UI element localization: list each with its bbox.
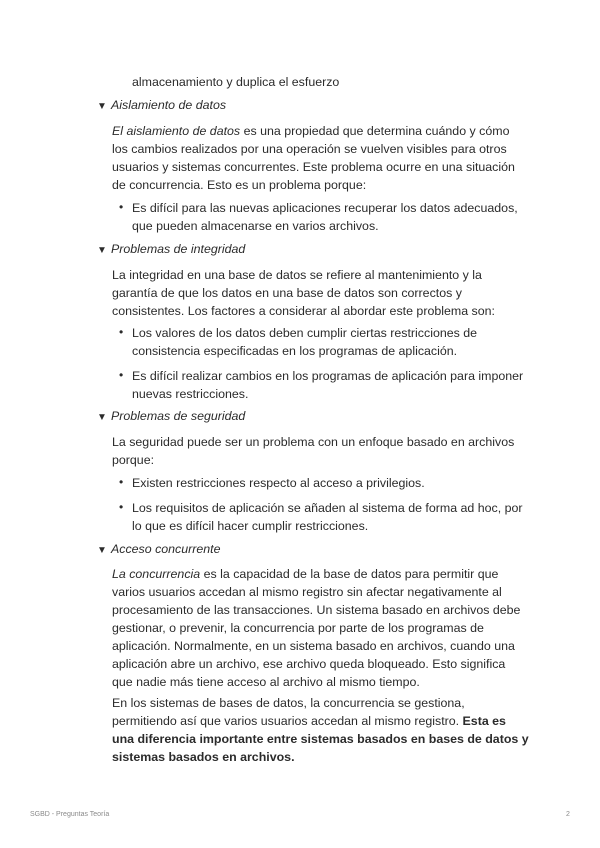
toggle-title: Aislamiento de datos: [111, 98, 227, 112]
triangle-down-icon: ▼: [97, 545, 107, 556]
bullet-dot-icon: •: [119, 200, 124, 214]
bullet-dot-icon: •: [119, 325, 124, 339]
paragraph-line: garantía de que los datos en una base de datos son correctos y: [112, 286, 462, 300]
text: es la capacidad de la base de datos para permitir que: [200, 567, 499, 581]
text: permitiendo así que varios usuarios accedan al mismo registro.: [112, 714, 463, 728]
paragraph-line: de concurrencia. Esto es un problema porque:: [112, 178, 367, 192]
list-item-line: Es difícil para las nuevas aplicaciones recuperar los datos adecuados,: [132, 201, 518, 215]
paragraph-line: los cambios realizados por una operación se vuelven visibles para otros: [112, 142, 507, 156]
toggle-title: Problemas de integridad: [111, 242, 246, 256]
list-item-line: Los valores de los datos deben cumplir ciertas restricciones de: [132, 326, 478, 340]
bullet-dot-icon: •: [119, 475, 124, 489]
list-item-line: lo que es difícil hacer cumplir restricciones.: [132, 519, 369, 533]
paragraph-line: una diferencia importante entre sistemas basados en bases de datos y: [112, 732, 529, 746]
continuation-line: almacenamiento y duplica el esfuerzo: [132, 75, 340, 89]
paragraph-line: sistemas basados en archivos.: [112, 750, 295, 764]
term: El aislamiento de datos: [112, 124, 241, 138]
paragraph-line: aplicación. Normalmente, en un sistema basado en archivos, cuando una: [112, 639, 515, 653]
paragraph-line: La integridad en una base de datos se refiere al mantenimiento y la: [112, 268, 482, 282]
paragraph-line: que nadie más tiene acceso al archivo al mismo tiempo.: [112, 675, 420, 689]
term: La concurrencia: [112, 567, 201, 581]
paragraph-line: varios usuarios accedan al mismo registro sin afectar negativamente al: [112, 585, 502, 599]
toggle-aislamiento[interactable]: [97, 98, 226, 112]
paragraph-line: [112, 712, 506, 730]
toggle-concurrente[interactable]: [97, 542, 221, 556]
page-number: 2: [566, 811, 570, 818]
paragraph-line: [112, 565, 498, 583]
triangle-down-icon: ▼: [97, 245, 107, 256]
paragraph-line: La seguridad puede ser un problema con un enfoque basado en archivos: [112, 435, 515, 449]
paragraph-line: aplicación abre un archivo, ese archivo queda bloqueado. Esto significa: [112, 657, 506, 671]
text: es una propiedad que determina cuándo y cómo: [240, 124, 510, 138]
list-item-line: Existen restricciones respecto al acceso a privilegios.: [132, 476, 425, 490]
bullet-dot-icon: •: [119, 368, 124, 382]
bullet-dot-icon: •: [119, 500, 124, 514]
toggle-title: Acceso concurrente: [111, 542, 221, 556]
paragraph-line: consistentes. Los factores a considerar al abordar este problema son:: [112, 304, 495, 318]
paragraph-line: porque:: [112, 453, 155, 467]
list-item-line: consistencia especificadas en los programas de aplicación.: [132, 344, 458, 358]
paragraph-line: procesamiento de las transacciones. Un sistema basado en archivos debe: [112, 603, 521, 617]
list-item-line: nuevas restricciones.: [132, 387, 249, 401]
triangle-down-icon: ▼: [97, 412, 107, 423]
triangle-down-icon: ▼: [97, 101, 107, 112]
paragraph-line: En los sistemas de bases de datos, la concurrencia se gestiona,: [112, 696, 465, 710]
list-item-line: Los requisitos de aplicación se añaden al sistema de forma ad hoc, por: [132, 501, 523, 515]
bold-text: Esta es: [462, 714, 506, 728]
toggle-integridad[interactable]: [97, 242, 245, 256]
footer-title: SGBD - Preguntas Teoría: [30, 811, 110, 818]
toggle-title: Problemas de seguridad: [111, 409, 246, 423]
toggle-seguridad[interactable]: [97, 409, 245, 423]
paragraph-line: usuarios y sistemas concurrentes. Este problema ocurre en una situación: [112, 160, 515, 174]
paragraph-line: gestionar, o prevenir, la concurrencia por parte de los programas de: [112, 621, 484, 635]
list-item-line: que pueden almacenarse en varios archivos.: [132, 219, 379, 233]
list-item-line: Es difícil realizar cambios en los programas de aplicación para imponer: [132, 369, 524, 383]
paragraph-line: [112, 122, 509, 140]
